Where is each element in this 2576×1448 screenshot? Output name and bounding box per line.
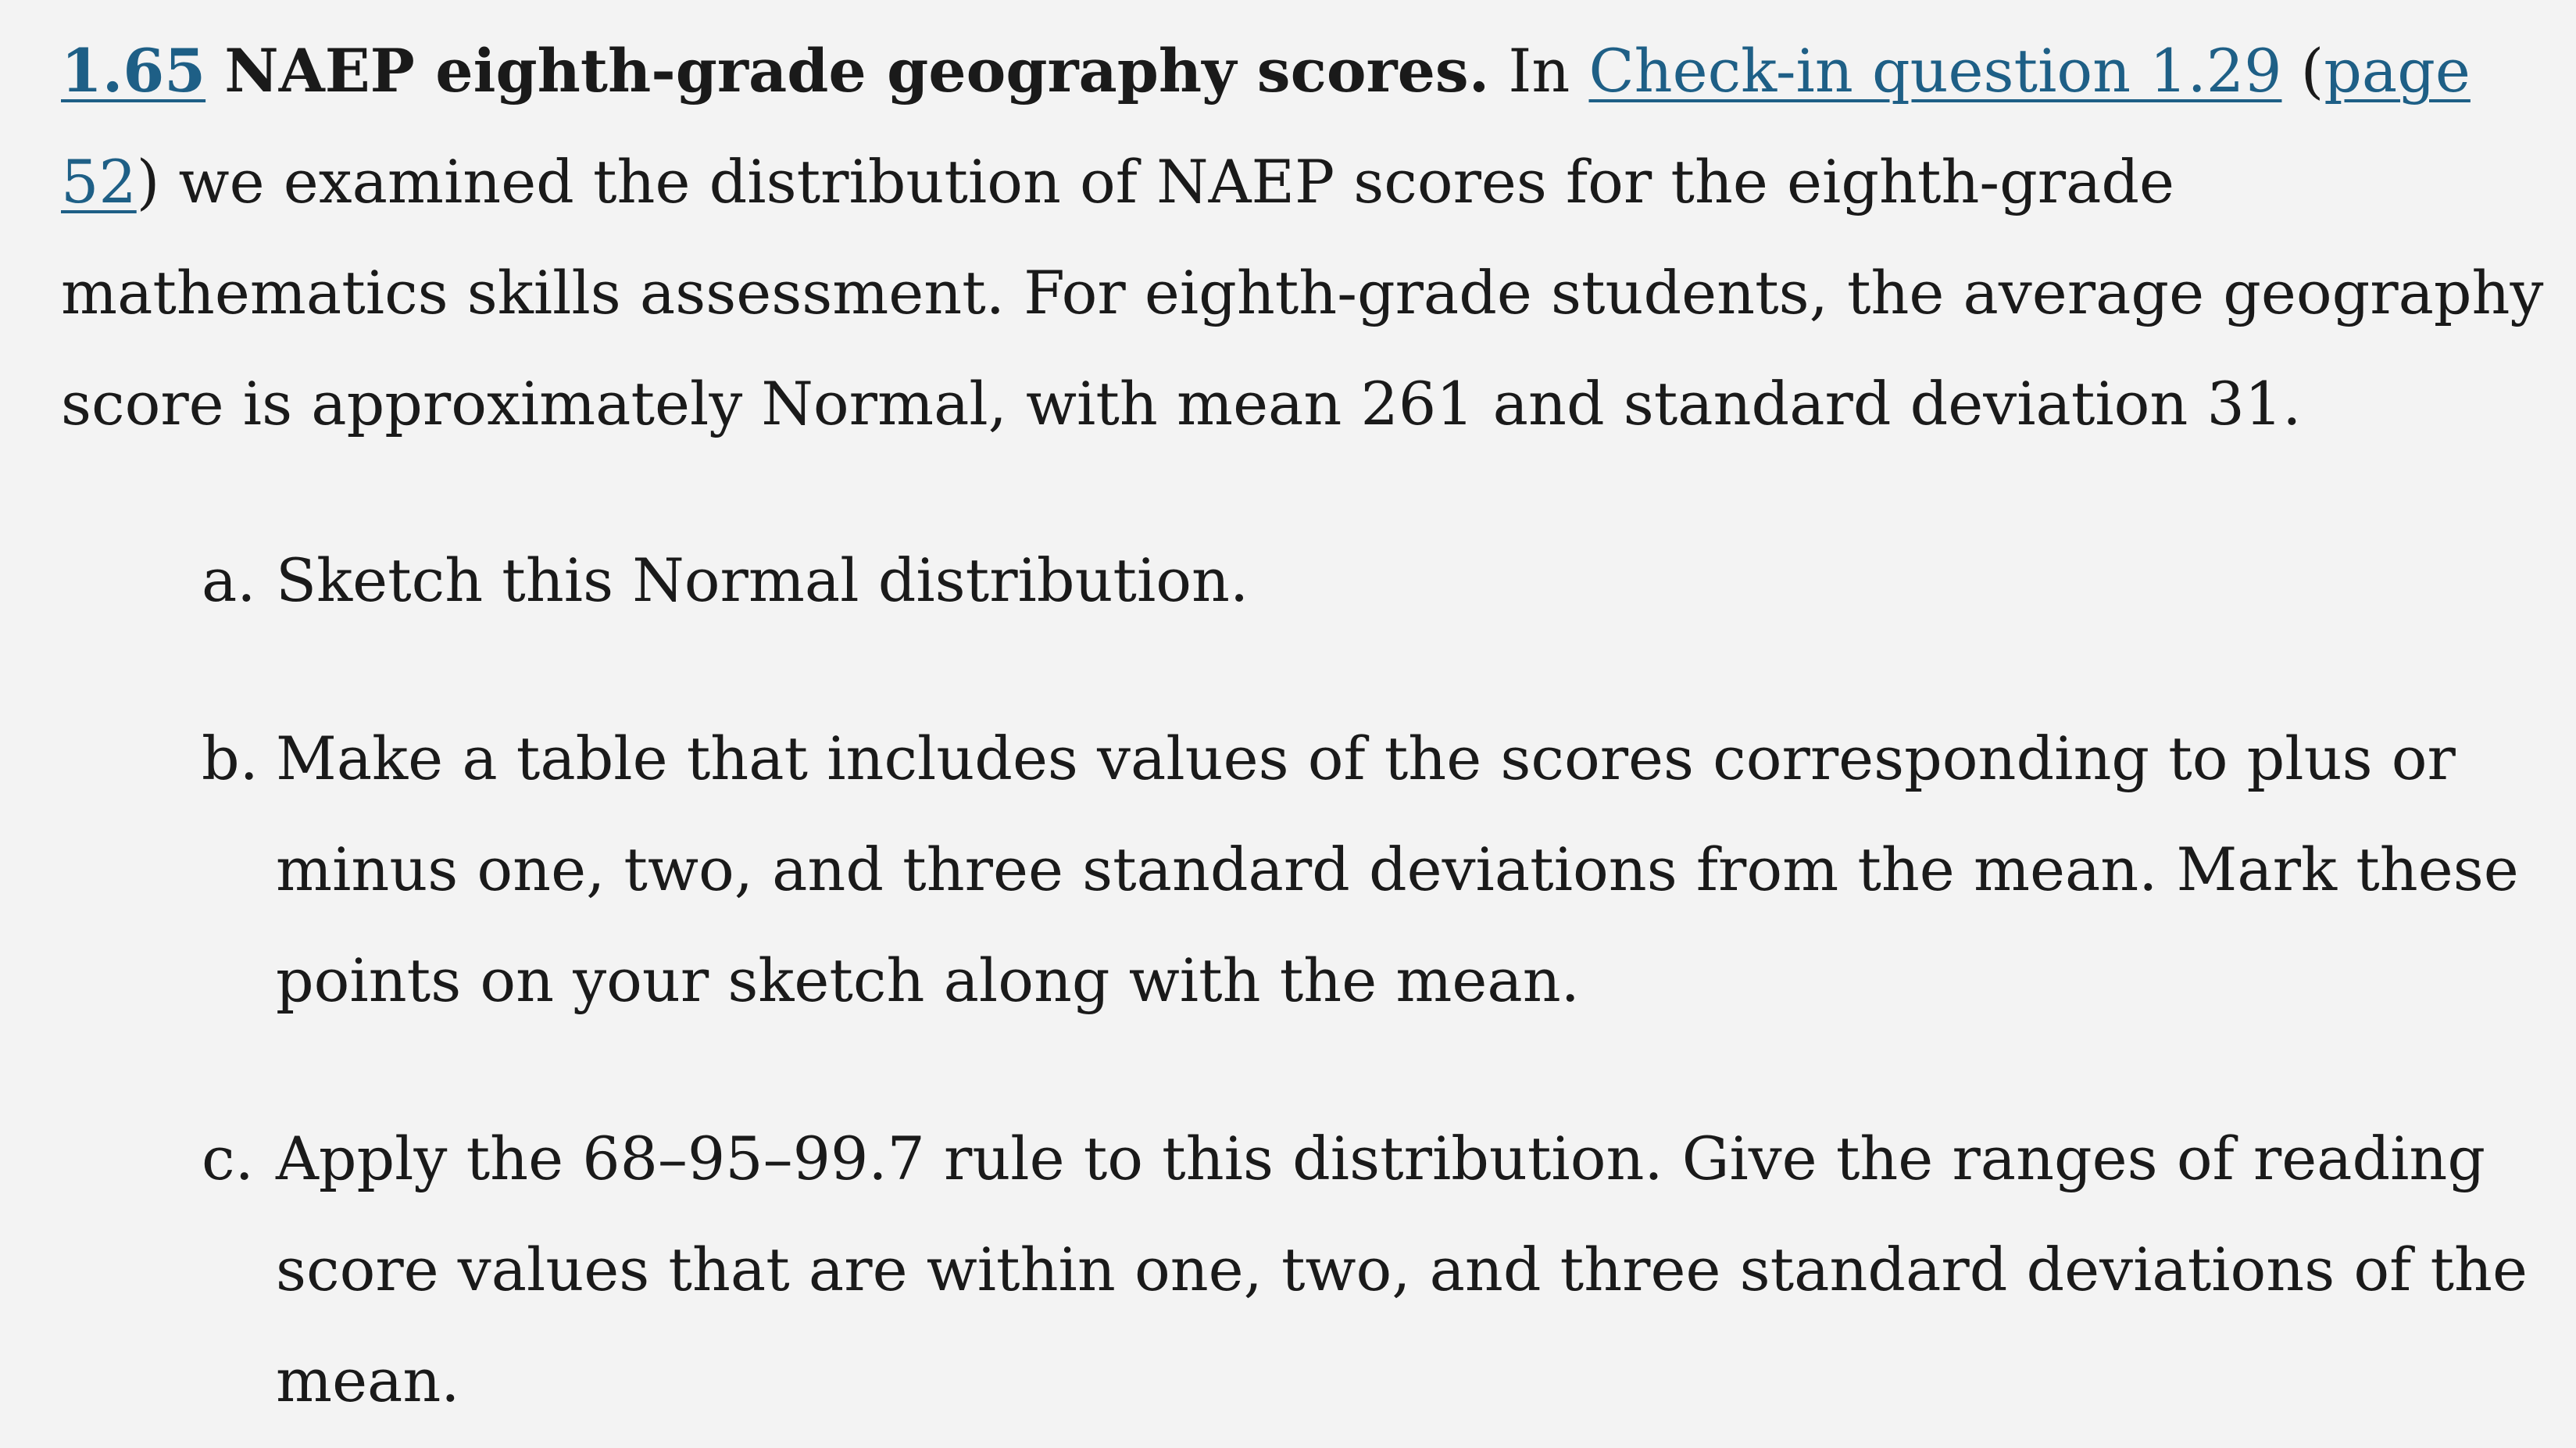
part-text: Apply the 68–95–99.7 rule to this distribution. Give the ranges of reading score values that are within one, two, and three standard deviations of the mean. [276, 1124, 2528, 1415]
exercise-title: NAEP eighth-grade geography scores. [224, 36, 1490, 105]
intro-text-before-link: In [1508, 36, 1570, 105]
part-letter: c. [202, 1124, 254, 1193]
close-paren: ) [136, 147, 160, 216]
part-a [61, 525, 2576, 636]
part-letter: b. [202, 724, 259, 793]
part-letter: a. [202, 545, 256, 615]
exercise-intro [61, 16, 2546, 459]
open-paren: ( [2300, 36, 2324, 105]
check-in-question-link[interactable]: Check-in question 1.29 [1588, 36, 2282, 105]
exercise-number-link[interactable]: 1.65 [61, 36, 206, 105]
part-text: Make a table that includes values of the scores corresponding to plus or minus one, two, and three standard deviations from the mean. Mark these points on your sketch along with the mean. [276, 724, 2519, 1015]
page-link[interactable]: page 52 [61, 36, 2471, 216]
part-c [61, 1103, 2576, 1436]
part-b [61, 703, 2576, 1036]
part-text: Sketch this Normal distribution. [276, 545, 1249, 615]
intro-text-after-link: we examined the distribution of NAEP scores for the eighth-grade mathematics skills assessment. For eighth-grade students, the average geography score is approximately Normal, with mean 261 and standard deviation 31. [61, 147, 2544, 438]
exercise-parts-list [61, 525, 2545, 1436]
